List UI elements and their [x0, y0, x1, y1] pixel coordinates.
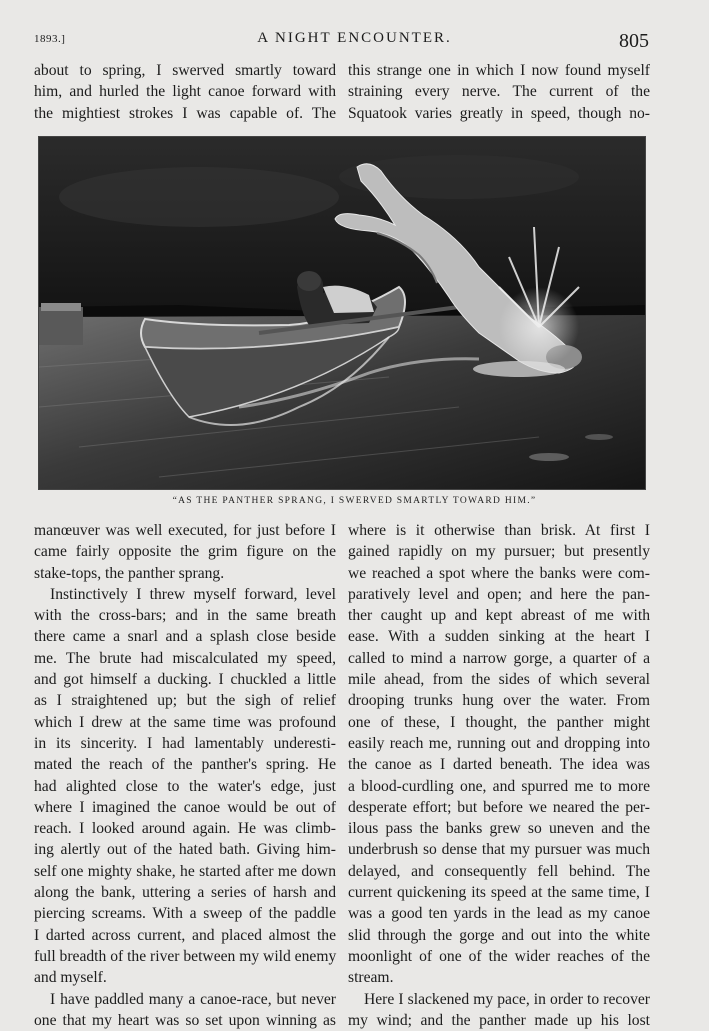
text-line: current quickening its speed at the same time, I — [348, 884, 650, 902]
text-line: slid through the gorge and out into the white — [348, 926, 650, 944]
text-line: easily reach me, running out and dropping into — [348, 734, 650, 752]
text-line: delayed, and consequently fell behind. The — [348, 862, 650, 880]
text-line: ther caught up and kept abreast of me with — [348, 607, 650, 625]
text-line: and myself. — [34, 969, 107, 987]
text-line: had alighted close to the water's edge, just — [34, 777, 336, 795]
text-line: stream. — [348, 969, 394, 987]
text-line: reach. I looked around again. He was climb- — [34, 820, 336, 838]
text-line: which I drew at the same time was profound — [34, 713, 336, 731]
text-line: self one mighty shake, he started after me down — [34, 862, 336, 880]
text-line: as I straightened up; but the sigh of relief — [34, 692, 336, 710]
text-line: gained rapidly on my pursuer; but presently — [348, 543, 650, 561]
text-line: with the cross-bars; and in the same breath — [34, 607, 336, 625]
panther-canoe-illustration — [38, 136, 646, 490]
text-line: manœuver was well executed, for just before I — [34, 522, 336, 539]
paragraph — [348, 520, 650, 989]
text-line: about to spring, I swerved smartly toward — [34, 62, 336, 79]
text-line: in its sincerity. I had lamentably underesti- — [34, 734, 336, 752]
text-line: ease. With a sudden sinking at the heart I — [348, 628, 650, 646]
text-line: mile ahead, from the sides of which several — [348, 671, 650, 689]
text-line: drooping trunks hung over the water. From — [348, 692, 650, 710]
text-line: paratively level and open; and here the pan- — [348, 585, 650, 603]
text-line: I have paddled many a canoe-race, but never — [50, 990, 336, 1008]
text-line: mated the reach of the panther's spring. He — [34, 756, 336, 774]
bottom-right-column — [348, 520, 650, 1031]
text-line: me. The brute had miscalculated my speed, — [34, 649, 336, 667]
text-line: where is it otherwise than brisk. At first I — [348, 522, 650, 539]
text-line: piercing screams. With a sweep of the paddle — [34, 905, 336, 923]
text-line: a blood-curdling one, and spurred me to more — [348, 777, 650, 795]
text-line: I darted across current, and placed almost the — [34, 926, 336, 944]
text-line: there came a snarl and a splash close beside — [34, 628, 336, 646]
text-line: called to mind a narrow gorge, a quarter of a — [348, 649, 650, 667]
running-head-title: A NIGHT ENCOUNTER. — [257, 30, 452, 46]
text-line: the mightiest strokes I was capable of. The — [34, 104, 336, 122]
paragraph — [34, 520, 336, 584]
text-line: along the bank, uttering a series of harsh and — [34, 884, 336, 902]
text-line: this strange one in which I now found myself — [348, 62, 650, 79]
text-line: one that my heart was so set upon winning as — [34, 1011, 336, 1029]
text-line: we reached a spot where the banks were com- — [348, 564, 650, 582]
text-line: where I imagined the canoe would be out of — [34, 798, 336, 816]
text-line: full breadth of the river between my wild enemy — [34, 947, 337, 965]
text-line: came fairly opposite the grim figure on the — [34, 543, 336, 561]
text-line: him, and hurled the light canoe forward with — [34, 83, 336, 101]
text-line: ilous pass the banks grew so uneven and the — [348, 820, 650, 838]
text-line: and got himself a ducking. I chuckled a little — [34, 671, 336, 689]
illustration-artwork — [39, 137, 645, 489]
text-line: underbrush so dense that my pursuer was much — [348, 841, 650, 859]
text-line: Instinctively I threw myself forward, level — [50, 585, 336, 603]
text-line: Here I slackened my pace, in order to recover — [364, 990, 650, 1008]
text-line: ing alertly out of the hated bath. Giving him- — [34, 841, 336, 859]
page-number: 805 — [619, 30, 649, 52]
paragraph — [34, 989, 336, 1031]
text-line: the canoe as I darted beneath. The idea was — [348, 756, 650, 774]
text-line: straining every nerve. The current of the — [348, 83, 650, 101]
text-line: desperate effort; but before we neared the per- — [348, 798, 650, 816]
text-line: stake-tops, the panther sprang. — [34, 564, 225, 582]
running-head-year: 1893.] — [34, 33, 66, 45]
paragraph — [34, 584, 336, 989]
text-line: Squatook varies greatly in speed, though no- — [348, 104, 650, 122]
text-line: moonlight of one of the wider reaches of the — [348, 947, 650, 965]
text-line: was a good ten yards in the lead as my canoe — [348, 905, 650, 923]
top-right-column — [348, 60, 650, 124]
illustration-caption: “AS THE PANTHER SPRANG, I SWERVED SMARTLY TOWARD HIM.” — [172, 496, 537, 506]
paragraph — [348, 989, 650, 1031]
text-line: one of these, I thought, the panther might — [348, 713, 650, 731]
text-line: my wind; and the panther made up his lost — [348, 1011, 650, 1029]
top-left-column — [34, 60, 336, 124]
bottom-left-column — [34, 520, 336, 1031]
